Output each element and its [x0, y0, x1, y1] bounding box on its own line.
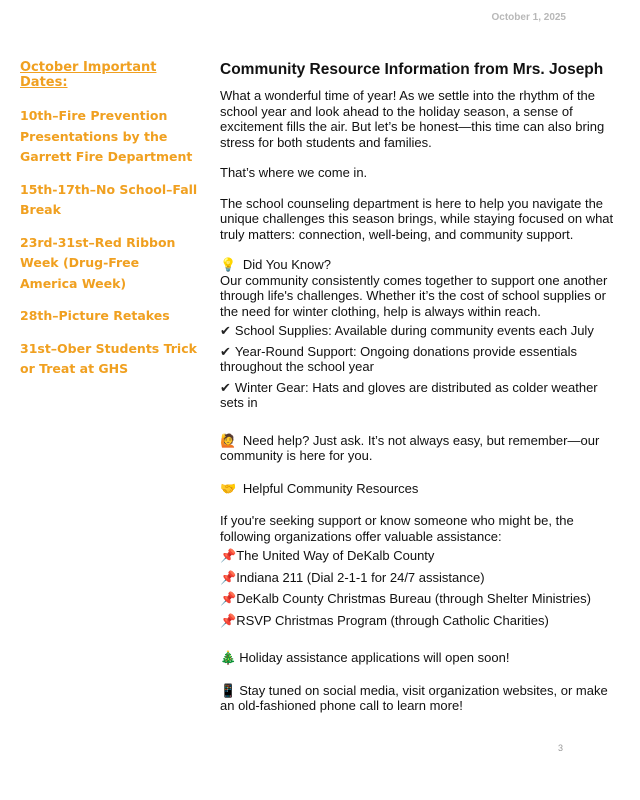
check-mark-icon: ✔ — [220, 343, 231, 359]
check-item-winter-gear — [220, 380, 615, 411]
page-date: October 1, 2025 — [491, 12, 566, 23]
sidebar-title: October Important Dates: — [20, 60, 157, 90]
resources-section — [220, 513, 615, 628]
page-number: 3 — [558, 743, 564, 753]
need-help-text: Need help? Just ask. It’s not always easy, but remember—our community is here for you. — [220, 432, 600, 463]
need-help-section — [220, 433, 615, 464]
did-you-know-text: Our community consistently comes together to support one another through life's challenges. Whether it’s the cost of school supplies or the need for winter clothing, help is always within reach. — [220, 272, 608, 319]
pushpin-icon: 📌 — [220, 612, 237, 628]
check-item-text: School Supplies: Available during community events each July — [234, 323, 594, 338]
check-item-year-round — [220, 344, 615, 375]
did-you-know-section — [220, 257, 615, 411]
date-item-trick-or-treat: 31st–Ober Students Trick or Treat at GHS — [20, 340, 197, 376]
resource-item-united-way — [220, 548, 615, 564]
check-mark-icon: ✔ — [220, 379, 231, 395]
article-title: Community Resource Information from Mrs. Joseph — [220, 61, 604, 78]
check-item-text: Year-Round Support: Ongoing donations provide essentials throughout the school year — [220, 343, 577, 374]
check-item-text: Winter Gear: Hats and gloves are distributed as colder weather sets in — [220, 379, 598, 410]
resource-item-indiana-211 — [220, 570, 615, 586]
date-item-fall-break: 15th-17th–No School–Fall Break — [20, 181, 198, 217]
holiday-note — [220, 650, 615, 666]
date-item-picture-retakes: 28th–Picture Retakes — [20, 308, 170, 323]
resource-item-christmas-bureau — [220, 591, 615, 607]
mobile-phone-icon: 📱 — [220, 682, 237, 698]
date-item-red-ribbon-week: 23rd-31st–Red Ribbon Week (Drug-Free America Week) — [20, 234, 176, 291]
resource-item-text: The United Way of DeKalb County — [236, 548, 435, 563]
main-article — [220, 60, 615, 731]
check-mark-icon: ✔ — [220, 323, 231, 338]
raising-hand-icon: 🙋 — [220, 432, 237, 448]
resource-item-text: RSVP Christmas Program (through Catholic Charities) — [236, 612, 549, 628]
resource-item-rsvp-christmas — [220, 613, 615, 629]
pushpin-icon: 📌 — [220, 548, 237, 563]
lightbulb-icon: 💡 — [220, 257, 237, 272]
resources-heading-text: Helpful Community Resources — [242, 480, 419, 496]
did-you-know-heading — [220, 257, 615, 273]
pushpin-icon: 📌 — [220, 569, 237, 585]
holiday-text: Holiday assistance applications will open soon! — [239, 650, 510, 665]
department-paragraph: The school counseling department is here to help you navigate the unique challenges this season brings, while staying focused on what truly matters: connection, well-being, and community support. — [220, 195, 614, 242]
resource-item-text: Indiana 211 (Dial 2-1-1 for 24/7 assistance) — [236, 569, 485, 585]
resources-intro: If you're seeking support or know someone who might be, the following organizations offer valuable assistance: — [220, 513, 574, 544]
resources-heading — [220, 481, 615, 497]
intro-paragraph: What a wonderful time of year! As we settle into the rhythm of the school year and look ahead to the holiday season, a sense of excitement fills the air. But let’s be honest—this time can also bring stress for both students and families. — [220, 88, 605, 150]
date-item-fire-prevention: 10th–Fire Prevention Presentations by the Garrett Fire Department — [20, 108, 193, 164]
where-paragraph: That’s where we come in. — [220, 165, 368, 180]
pushpin-icon: 📌 — [220, 591, 237, 606]
check-item-school-supplies — [220, 323, 615, 339]
sidebar-important-dates — [20, 60, 200, 392]
christmas-tree-icon: 🎄 — [220, 650, 237, 665]
did-you-know-heading-text: Did You Know? — [242, 257, 331, 272]
stay-tuned-text: Stay tuned on social media, visit organization websites, or make an old-fashioned phone call to learn more! — [220, 682, 608, 713]
stay-tuned-note — [220, 683, 615, 714]
resource-item-text: DeKalb County Christmas Bureau (through Shelter Ministries) — [236, 591, 591, 606]
handshake-icon: 🤝 — [220, 480, 237, 496]
